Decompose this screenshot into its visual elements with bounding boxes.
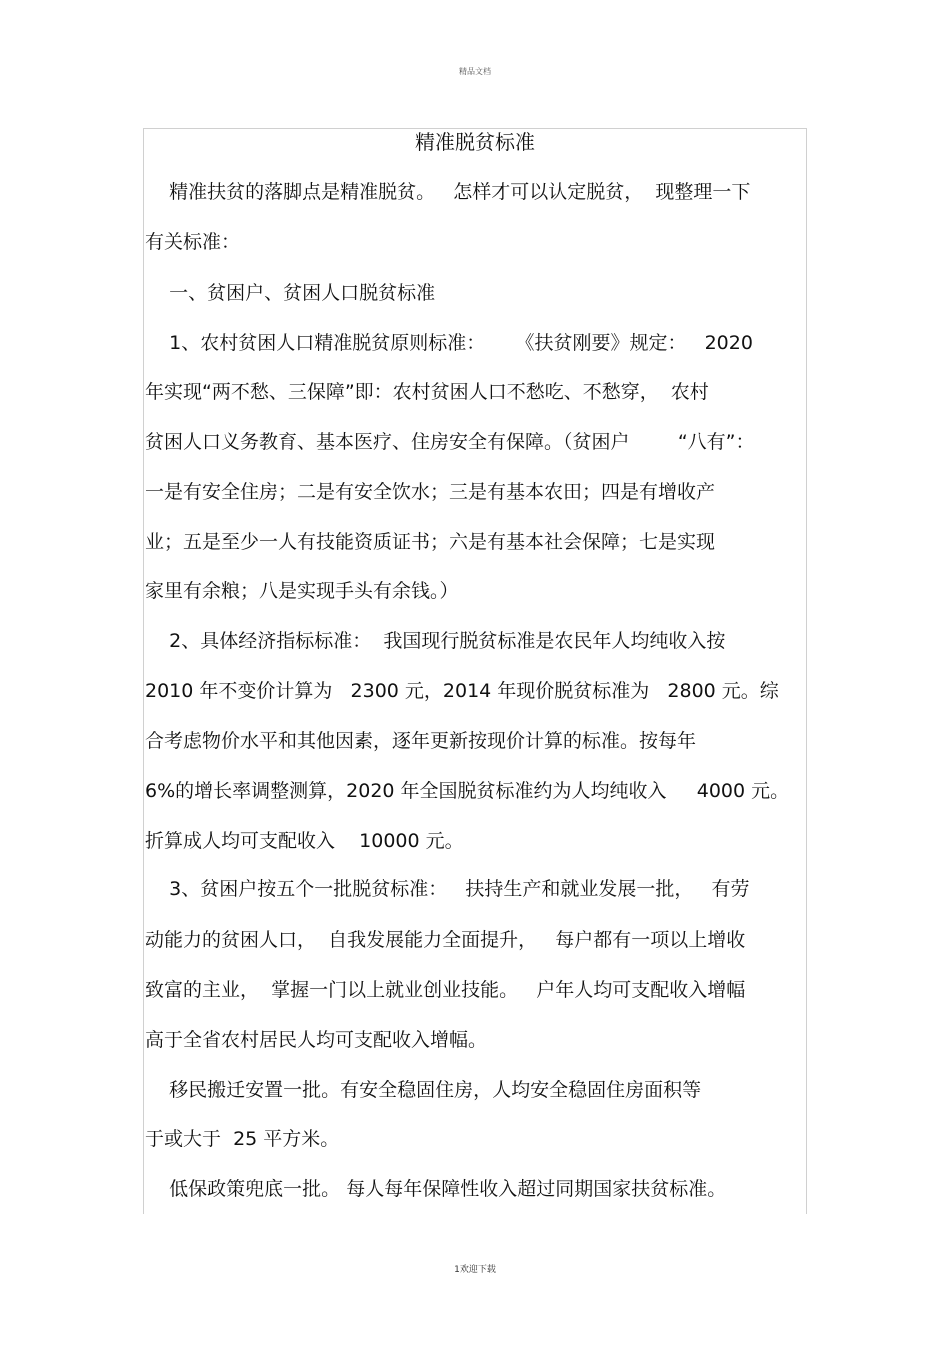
body-line: 业；五是至少一人有技能资质证书；六是有基本社会保障；七是实现 xyxy=(145,531,716,553)
body-line: 于或大于 25 平方米。 xyxy=(145,1128,340,1150)
body-line: 高于全省农村居民人均可支配收入增幅。 xyxy=(145,1029,488,1051)
body-line: 移民搬迁安置一批。有安全稳固住房，人均安全稳固住房面积等 xyxy=(145,1079,702,1101)
body-line: 2010 年不变价计算为 2300 元，2014 年现价脱贫标准为 2800 元。综 xyxy=(145,680,779,702)
body-line: 贫困人口义务教育、基本医疗、住房安全有保障。（贫困户 “八有”： xyxy=(145,431,755,453)
body-line: 合考虑物价水平和其他因素，逐年更新按现价计算的标准。按每年 xyxy=(145,730,697,752)
body-line: 动能力的贫困人口， 自我发展能力全面提升， 每户都有一项以上增收 xyxy=(145,929,746,951)
body-line: 精准扶贫的落脚点是精准脱贫。 怎样才可以认定脱贫， 现整理一下 xyxy=(145,181,751,203)
body-line: 一是有安全住房；二是有安全饮水；三是有基本农田；四是有增收产 xyxy=(145,481,716,503)
document-title: 精准脱贫标准 xyxy=(415,130,535,154)
body-line: 致富的主业， 掌握一门以上就业创业技能。 户年人均可支配收入增幅 xyxy=(145,979,746,1001)
body-line: 3、贫困户按五个一批脱贫标准： 扶持生产和就业发展一批， 有劳 xyxy=(145,878,750,900)
body-line: 年实现“两不愁、三保障”即：农村贫困人口不愁吃、不愁穿， 农村 xyxy=(145,381,709,403)
body-line: 低保政策兜底一批。 每人每年保障性收入超过同期国家扶贫标准。 xyxy=(145,1178,727,1200)
section-heading: 一、贫困户、贫困人口脱贫标准 xyxy=(145,282,436,304)
footer-page-number: 1欢迎下载 xyxy=(454,1265,496,1275)
body-line: 有关标准： xyxy=(145,231,241,253)
body-line: 折算成人均可支配收入 10000 元。 xyxy=(145,830,464,852)
body-line: 2、具体经济指标标准： 我国现行脱贫标准是农民年人均纯收入按 xyxy=(145,630,726,652)
body-line: 家里有余粮；八是实现手头有余钱。） xyxy=(145,580,459,602)
body-line: 6%的增长率调整测算，2020 年全国脱贫标准约为人均纯收入 4000 元。 xyxy=(145,780,790,802)
body-line: 1、农村贫困人口精准脱贫原则标准： 《扶贫刚要》规定： 2020 xyxy=(145,332,753,354)
header-watermark: 精品文档 xyxy=(459,67,491,76)
